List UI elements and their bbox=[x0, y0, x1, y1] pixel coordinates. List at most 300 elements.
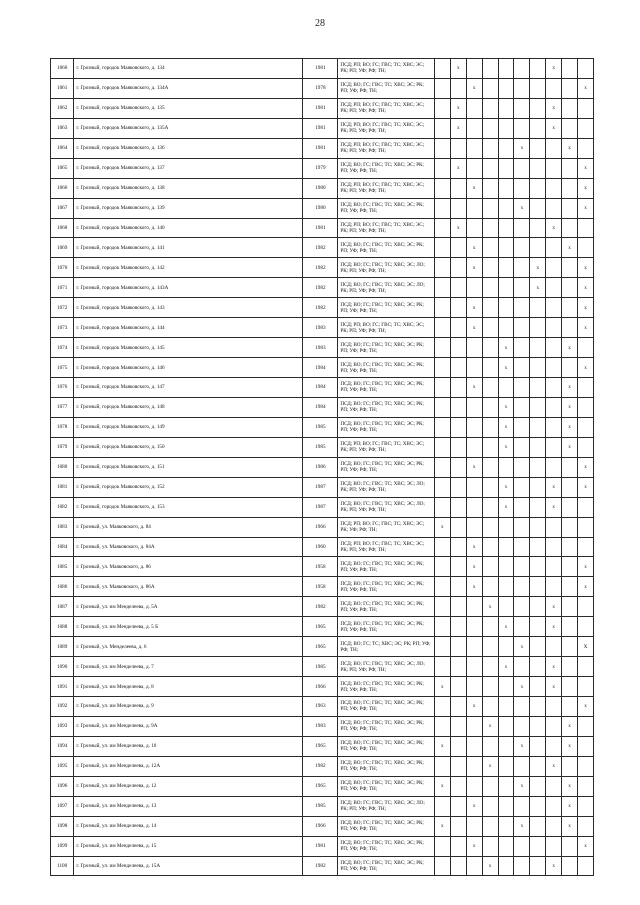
mark-cell bbox=[530, 318, 546, 338]
mark-cell bbox=[514, 497, 530, 517]
mark-cell bbox=[578, 537, 594, 557]
mark-cell bbox=[562, 756, 578, 776]
mark-cell bbox=[482, 78, 498, 98]
mark-cell bbox=[434, 59, 450, 79]
mark-cell: x bbox=[578, 557, 594, 577]
table-row bbox=[51, 437, 594, 457]
row-number-cell: 1071 bbox=[51, 278, 74, 298]
mark-cell bbox=[466, 856, 482, 876]
address-cell: г. Грозный, ул. им Менделеева, д. 12 bbox=[74, 776, 303, 796]
year-built-cell: 1981 bbox=[303, 59, 338, 79]
mark-cell bbox=[450, 637, 466, 657]
mark-cell bbox=[514, 756, 530, 776]
table-row bbox=[51, 497, 594, 517]
systems-list-cell: ПСД; РП; ВО; ГС; ГВС; ТС; ХВС; ЭС; РК; РП; УФ; РФ; ТН; bbox=[338, 138, 435, 158]
mark-cell: x bbox=[514, 198, 530, 218]
year-built-cell: 1981 bbox=[303, 218, 338, 238]
row-number-cell: 1069 bbox=[51, 238, 74, 258]
mark-cell bbox=[514, 796, 530, 816]
mark-cell bbox=[482, 358, 498, 378]
mark-cell bbox=[498, 59, 514, 79]
mark-cell bbox=[546, 816, 562, 836]
systems-list-cell: ПСД; ВО; ГС; ГВС; ТС; ХВС; ЭС; РК; РП; УФ; РФ; ТН; bbox=[338, 577, 435, 597]
mark-cell bbox=[498, 697, 514, 717]
mark-cell bbox=[466, 98, 482, 118]
mark-cell bbox=[530, 298, 546, 318]
mark-cell bbox=[466, 118, 482, 138]
table-row bbox=[51, 298, 594, 318]
mark-cell bbox=[562, 836, 578, 856]
mark-cell: x bbox=[450, 158, 466, 178]
mark-cell bbox=[578, 218, 594, 238]
table-row bbox=[51, 697, 594, 717]
mark-cell bbox=[514, 178, 530, 198]
systems-list-cell: ПСД; ВО; ГС; ГВС; ТС; ХВС; ЭС; РК; РП; УФ; РФ; ТН; bbox=[338, 417, 435, 437]
table-row bbox=[51, 457, 594, 477]
mark-cell bbox=[514, 477, 530, 497]
mark-cell bbox=[482, 517, 498, 537]
year-built-cell: 1981 bbox=[303, 836, 338, 856]
table-row bbox=[51, 617, 594, 637]
mark-cell bbox=[482, 697, 498, 717]
address-cell: г. Грозный, городок Маяковского, д. 150 bbox=[74, 437, 303, 457]
year-built-cell: 1985 bbox=[303, 796, 338, 816]
row-number-cell: 1080 bbox=[51, 457, 74, 477]
mark-cell bbox=[466, 497, 482, 517]
systems-list-cell: ПСД; ВО; ГС; ГВС; ТС; ХВС; ЭС; РК; РП; УФ; РФ; ТН; bbox=[338, 677, 435, 697]
table-row bbox=[51, 577, 594, 597]
mark-cell bbox=[514, 218, 530, 238]
year-built-cell: 1966 bbox=[303, 816, 338, 836]
mark-cell bbox=[578, 756, 594, 776]
mark-cell bbox=[514, 278, 530, 298]
mark-cell bbox=[578, 856, 594, 876]
table-row bbox=[51, 258, 594, 278]
mark-cell bbox=[434, 138, 450, 158]
mark-cell bbox=[450, 378, 466, 398]
row-number-cell: 1067 bbox=[51, 198, 74, 218]
mark-cell bbox=[562, 477, 578, 497]
systems-list-cell: ПСД; ВО; ГС; ГВС; ТС; ХВС; ЭС; РК; РП; УФ; РФ; ТН; bbox=[338, 617, 435, 637]
mark-cell bbox=[450, 78, 466, 98]
address-cell: г. Грозный, городок Маяковского, д. 152 bbox=[74, 477, 303, 497]
mark-cell bbox=[466, 218, 482, 238]
mark-cell bbox=[530, 697, 546, 717]
table-row bbox=[51, 397, 594, 417]
systems-list-cell: ПСД; РП; ВО; ГС; ГВС; ТС; ХВС; ЭС; РК; РП; УФ; РФ; ТН; bbox=[338, 59, 435, 79]
mark-cell: x bbox=[466, 258, 482, 278]
mark-cell: x bbox=[578, 198, 594, 218]
mark-cell bbox=[530, 537, 546, 557]
mark-cell bbox=[434, 477, 450, 497]
address-cell: г. Грозный, городок Маяковского, д. 139 bbox=[74, 198, 303, 218]
mark-cell bbox=[530, 517, 546, 537]
address-cell: г. Грозный, городок Маяковского, д. 142 bbox=[74, 258, 303, 278]
mark-cell bbox=[434, 218, 450, 238]
mark-cell bbox=[450, 417, 466, 437]
mark-cell: x bbox=[450, 98, 466, 118]
table-row bbox=[51, 417, 594, 437]
row-number-cell: 1088 bbox=[51, 617, 74, 637]
table-row bbox=[51, 597, 594, 617]
mark-cell: x bbox=[562, 338, 578, 358]
mark-cell bbox=[562, 657, 578, 677]
mark-cell bbox=[546, 298, 562, 318]
mark-cell bbox=[530, 677, 546, 697]
mark-cell bbox=[514, 557, 530, 577]
address-cell: г. Грозный, ул. им Менделеева, д. 14 bbox=[74, 816, 303, 836]
mark-cell bbox=[434, 238, 450, 258]
mark-cell bbox=[482, 577, 498, 597]
mark-cell: X bbox=[578, 637, 594, 657]
mark-cell bbox=[450, 697, 466, 717]
mark-cell bbox=[466, 397, 482, 417]
mark-cell bbox=[450, 856, 466, 876]
table-row bbox=[51, 218, 594, 238]
year-built-cell: 1983 bbox=[303, 338, 338, 358]
systems-list-cell: ПСД; ВО; ГС; ГВС; ТС; ХВС; ЭС; РК; РП; УФ; РФ; ТН; bbox=[338, 238, 435, 258]
table-row bbox=[51, 677, 594, 697]
mark-cell bbox=[530, 457, 546, 477]
year-built-cell: 1958 bbox=[303, 557, 338, 577]
mark-cell bbox=[466, 776, 482, 796]
mark-cell bbox=[530, 238, 546, 258]
mark-cell bbox=[482, 477, 498, 497]
mark-cell bbox=[578, 776, 594, 796]
mark-cell bbox=[450, 198, 466, 218]
address-cell: г. Грозный, городок Маяковского, д. 136 bbox=[74, 138, 303, 158]
mark-cell bbox=[514, 716, 530, 736]
systems-list-cell: ПСД; ВО; ГС; ГВС; ТС; ХВС; ЭС; РК; РП; УФ; РФ; ТН; bbox=[338, 756, 435, 776]
systems-list-cell: ПСД; ВО; ГС; ГВС; ТС; ХВС; ЭС; РК; РП; УФ; РФ; ТН; bbox=[338, 457, 435, 477]
row-number-cell: 1098 bbox=[51, 816, 74, 836]
mark-cell bbox=[530, 59, 546, 79]
mark-cell: x bbox=[450, 218, 466, 238]
mark-cell: x bbox=[482, 756, 498, 776]
mark-cell bbox=[466, 59, 482, 79]
mark-cell: x bbox=[530, 258, 546, 278]
mark-cell bbox=[498, 677, 514, 697]
mark-cell bbox=[546, 517, 562, 537]
systems-list-cell: ПСД; РП; ВО; ГС; ГВС; ТС; ХВС; ЭС; РК; РП; УФ; РФ; ТН; bbox=[338, 537, 435, 557]
mark-cell bbox=[578, 677, 594, 697]
mark-cell bbox=[434, 397, 450, 417]
mark-cell bbox=[434, 417, 450, 437]
mark-cell bbox=[530, 397, 546, 417]
address-cell: г. Грозный, городок Маяковского, д. 141 bbox=[74, 238, 303, 258]
mark-cell bbox=[434, 298, 450, 318]
mark-cell: x bbox=[578, 697, 594, 717]
mark-cell bbox=[578, 118, 594, 138]
mark-cell bbox=[450, 238, 466, 258]
mark-cell bbox=[450, 796, 466, 816]
row-number-cell: 1087 bbox=[51, 597, 74, 617]
year-built-cell: 1982 bbox=[303, 756, 338, 776]
table-row bbox=[51, 118, 594, 138]
mark-cell bbox=[434, 557, 450, 577]
mark-cell bbox=[514, 457, 530, 477]
mark-cell bbox=[482, 378, 498, 398]
systems-list-cell: ПСД; ВО; ГС; ГВС; ТС; ХВС; ЭС; РК; РП; УФ; РФ; ТН; bbox=[338, 597, 435, 617]
mark-cell bbox=[514, 537, 530, 557]
mark-cell bbox=[562, 198, 578, 218]
mark-cell bbox=[434, 318, 450, 338]
mark-cell bbox=[514, 437, 530, 457]
row-number-cell: 1084 bbox=[51, 537, 74, 557]
mark-cell bbox=[450, 577, 466, 597]
mark-cell bbox=[434, 716, 450, 736]
mark-cell bbox=[434, 118, 450, 138]
table-row bbox=[51, 338, 594, 358]
mark-cell bbox=[530, 198, 546, 218]
address-cell: г. Грозный, ул. им Менделеева, д. 15 bbox=[74, 836, 303, 856]
mark-cell bbox=[482, 98, 498, 118]
systems-list-cell: ПСД; РП; ВО; ГС; ГВС; ТС; ХВС; ЭС; РК; РП; УФ; РФ; ТН; bbox=[338, 178, 435, 198]
address-cell: г. Грозный, городок Маяковского, д. 149 bbox=[74, 417, 303, 437]
mark-cell: x bbox=[562, 397, 578, 417]
mark-cell bbox=[450, 258, 466, 278]
mark-cell bbox=[498, 318, 514, 338]
mark-cell bbox=[562, 537, 578, 557]
mark-cell bbox=[434, 836, 450, 856]
systems-list-cell: ПСД; ВО; ГС; ГВС; ТС; ХВС; ЭС; РК; РП; УФ; РФ; ТН; bbox=[338, 358, 435, 378]
row-number-cell: 1096 bbox=[51, 776, 74, 796]
mark-cell: x bbox=[482, 597, 498, 617]
year-built-cell: 1980 bbox=[303, 198, 338, 218]
mark-cell bbox=[562, 577, 578, 597]
mark-cell bbox=[482, 637, 498, 657]
mark-cell bbox=[514, 617, 530, 637]
mark-cell: x bbox=[578, 278, 594, 298]
mark-cell bbox=[466, 657, 482, 677]
row-number-cell: 1065 bbox=[51, 158, 74, 178]
row-number-cell: 1072 bbox=[51, 298, 74, 318]
mark-cell bbox=[562, 497, 578, 517]
mark-cell: x bbox=[562, 417, 578, 437]
systems-list-cell: ПСД; РП; ВО; ГС; ГВС; ТС; ХВС; ЭС; РК; РП; УФ; РФ; ТН; bbox=[338, 118, 435, 138]
year-built-cell: 1987 bbox=[303, 477, 338, 497]
row-number-cell: 1090 bbox=[51, 657, 74, 677]
mark-cell bbox=[498, 716, 514, 736]
mark-cell bbox=[530, 597, 546, 617]
address-cell: г. Грозный, городок Маяковского, д. 135 bbox=[74, 98, 303, 118]
mark-cell bbox=[482, 138, 498, 158]
year-built-cell: 1982 bbox=[303, 856, 338, 876]
row-number-cell: 1093 bbox=[51, 716, 74, 736]
mark-cell bbox=[530, 338, 546, 358]
mark-cell bbox=[450, 457, 466, 477]
address-cell: г. Грозный, городок Маяковского, д. 135А bbox=[74, 118, 303, 138]
mark-cell bbox=[578, 497, 594, 517]
mark-cell bbox=[530, 378, 546, 398]
mark-cell bbox=[498, 537, 514, 557]
row-number-cell: 1089 bbox=[51, 637, 74, 657]
row-number-cell: 1063 bbox=[51, 118, 74, 138]
mark-cell bbox=[434, 657, 450, 677]
mark-cell: x bbox=[498, 358, 514, 378]
mark-cell bbox=[450, 358, 466, 378]
mark-cell bbox=[578, 517, 594, 537]
mark-cell: x bbox=[498, 617, 514, 637]
mark-cell bbox=[578, 138, 594, 158]
mark-cell: x bbox=[466, 836, 482, 856]
address-cell: г. Грозный, ул. им Менделеева, д. 15А bbox=[74, 856, 303, 876]
mark-cell bbox=[434, 537, 450, 557]
mark-cell bbox=[466, 756, 482, 776]
mark-cell bbox=[482, 318, 498, 338]
mark-cell bbox=[578, 657, 594, 677]
year-built-cell: 1982 bbox=[303, 298, 338, 318]
systems-list-cell: ПСД; ВО; ГС; ГВС; ТС; ХВС; ЭС; РК; РП; УФ; РФ; ТН; bbox=[338, 716, 435, 736]
table-row bbox=[51, 138, 594, 158]
mark-cell bbox=[498, 637, 514, 657]
table-row bbox=[51, 736, 594, 756]
mark-cell bbox=[530, 118, 546, 138]
row-number-cell: 1083 bbox=[51, 517, 74, 537]
address-cell: г. Грозный, городок Маяковского, д. 146 bbox=[74, 358, 303, 378]
mark-cell bbox=[530, 796, 546, 816]
row-number-cell: 1099 bbox=[51, 836, 74, 856]
mark-cell bbox=[450, 836, 466, 856]
mark-cell: x bbox=[498, 657, 514, 677]
mark-cell bbox=[482, 238, 498, 258]
mark-cell bbox=[530, 437, 546, 457]
address-cell: г. Грозный, городок Маяковского, д. 134 bbox=[74, 59, 303, 79]
row-number-cell: 1066 bbox=[51, 178, 74, 198]
mark-cell bbox=[450, 318, 466, 338]
systems-list-cell: ПСД; ВО; ГС; ГВС; ТС; ХВС; ЭС; РК; РП; УФ; РФ; ТН; bbox=[338, 198, 435, 218]
mark-cell bbox=[562, 517, 578, 537]
mark-cell bbox=[530, 218, 546, 238]
address-cell: г. Грозный, ул. Менделеева, д. 6 bbox=[74, 637, 303, 657]
row-number-cell: 1097 bbox=[51, 796, 74, 816]
mark-cell bbox=[530, 138, 546, 158]
mark-cell: x bbox=[514, 736, 530, 756]
address-cell: г. Грозный, городок Маяковского, д. 143 bbox=[74, 298, 303, 318]
mark-cell bbox=[498, 856, 514, 876]
systems-list-cell: ПСД; ВО; ГС; ГВС; ТС; ХВС; ЭС; РК; РП; УФ; РФ; ТН; bbox=[338, 856, 435, 876]
mark-cell: x bbox=[498, 417, 514, 437]
mark-cell bbox=[578, 816, 594, 836]
mark-cell bbox=[530, 178, 546, 198]
mark-cell bbox=[434, 338, 450, 358]
mark-cell: x bbox=[466, 577, 482, 597]
mark-cell bbox=[578, 378, 594, 398]
mark-cell bbox=[482, 218, 498, 238]
table-row bbox=[51, 796, 594, 816]
year-built-cell: 1958 bbox=[303, 577, 338, 597]
mark-cell bbox=[514, 517, 530, 537]
mark-cell bbox=[450, 776, 466, 796]
table-row bbox=[51, 198, 594, 218]
mark-cell bbox=[450, 736, 466, 756]
mark-cell bbox=[546, 158, 562, 178]
mark-cell bbox=[450, 517, 466, 537]
mark-cell bbox=[498, 138, 514, 158]
year-built-cell: 1966 bbox=[303, 677, 338, 697]
mark-cell bbox=[450, 816, 466, 836]
mark-cell bbox=[466, 158, 482, 178]
year-built-cell: 1981 bbox=[303, 138, 338, 158]
mark-cell: x bbox=[546, 477, 562, 497]
mark-cell bbox=[466, 736, 482, 756]
mark-cell: x bbox=[578, 158, 594, 178]
mark-cell bbox=[482, 557, 498, 577]
year-built-cell: 1985 bbox=[303, 417, 338, 437]
mark-cell bbox=[466, 138, 482, 158]
mark-cell bbox=[562, 118, 578, 138]
address-cell: г. Грозный, ул. Маяковского, д. 86 bbox=[74, 557, 303, 577]
mark-cell bbox=[498, 258, 514, 278]
mark-cell: x bbox=[578, 298, 594, 318]
mark-cell: x bbox=[466, 238, 482, 258]
mark-cell bbox=[434, 697, 450, 717]
systems-list-cell: ПСД; ВО; ГС; ГВС; ТС; ХВС; ЭС; РК; РП; УФ; РФ; ТН; bbox=[338, 298, 435, 318]
mark-cell bbox=[562, 298, 578, 318]
row-number-cell: 1068 bbox=[51, 218, 74, 238]
mark-cell bbox=[466, 278, 482, 298]
mark-cell: x bbox=[514, 816, 530, 836]
table-row bbox=[51, 358, 594, 378]
mark-cell: x bbox=[450, 59, 466, 79]
mark-cell bbox=[466, 437, 482, 457]
mark-cell bbox=[434, 258, 450, 278]
mark-cell bbox=[546, 577, 562, 597]
mark-cell bbox=[530, 477, 546, 497]
mark-cell bbox=[482, 816, 498, 836]
address-cell: г. Грозный, городок Маяковского, д. 137 bbox=[74, 158, 303, 178]
year-built-cell: 1965 bbox=[303, 776, 338, 796]
mark-cell bbox=[450, 397, 466, 417]
mark-cell bbox=[498, 298, 514, 318]
table-row bbox=[51, 98, 594, 118]
mark-cell bbox=[546, 378, 562, 398]
mark-cell bbox=[562, 59, 578, 79]
mark-cell: x bbox=[482, 716, 498, 736]
table-row bbox=[51, 657, 594, 677]
mark-cell bbox=[530, 617, 546, 637]
mark-cell: x bbox=[546, 756, 562, 776]
systems-list-cell: ПСД; РП; ВО; ГС; ГВС; ТС; ХВС; ЭС; РК; РП; УФ; РФ; ТН; bbox=[338, 218, 435, 238]
mark-cell bbox=[530, 78, 546, 98]
mark-cell bbox=[546, 397, 562, 417]
mark-cell: x bbox=[498, 477, 514, 497]
table-row bbox=[51, 517, 594, 537]
address-cell: г. Грозный, городок Маяковского, д. 140 bbox=[74, 218, 303, 238]
year-built-cell: 1982 bbox=[303, 258, 338, 278]
mark-cell: x bbox=[562, 238, 578, 258]
mark-cell bbox=[498, 816, 514, 836]
mark-cell: x bbox=[498, 497, 514, 517]
row-number-cell: 1062 bbox=[51, 98, 74, 118]
row-number-cell: 1078 bbox=[51, 417, 74, 437]
mark-cell bbox=[514, 158, 530, 178]
table-row bbox=[51, 178, 594, 198]
mark-cell bbox=[482, 178, 498, 198]
mark-cell bbox=[578, 437, 594, 457]
year-built-cell: 1980 bbox=[303, 178, 338, 198]
mark-cell bbox=[530, 756, 546, 776]
row-number-cell: 1060 bbox=[51, 59, 74, 79]
mark-cell bbox=[450, 537, 466, 557]
mark-cell bbox=[514, 318, 530, 338]
mark-cell bbox=[450, 497, 466, 517]
table-row bbox=[51, 378, 594, 398]
table-row bbox=[51, 856, 594, 876]
mark-cell bbox=[498, 178, 514, 198]
mark-cell bbox=[466, 477, 482, 497]
mark-cell bbox=[546, 836, 562, 856]
